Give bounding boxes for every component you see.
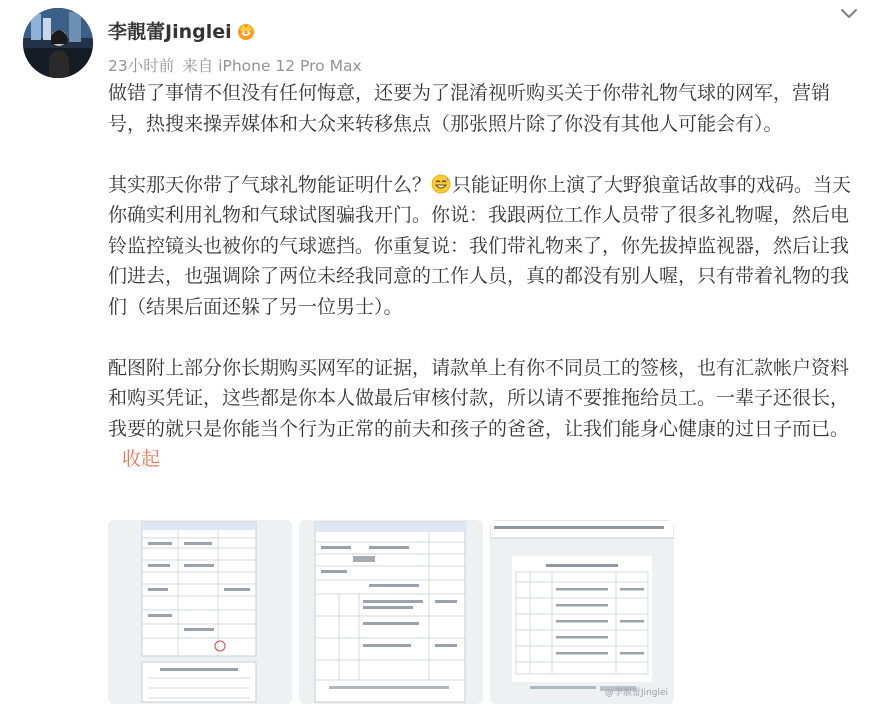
post-content [108,78,860,475]
username-text[interactable]: 李靚蕾Jinglei [108,21,232,43]
post-paragraph-body: 只能证明你上演了大野狼童话故事的戏码。当天你确实利用礼物和气球试图骗我开门。你说：我跟两位工作人员带了很多礼物喔，然后电铃监控镜头也被你的气球遮挡。你重复说：我们带礼物来了，你先拔掉监视器，然后让我们进去，也强调除了两位未经我同意的工作人员，真的都没有别人喔，只有带着礼物的我们（结果后面还躲了另一位男士）。 [108,173,852,318]
image-watermark: @李靚蕾Jinglei [604,688,668,698]
image-gallery [108,520,674,704]
post-meta [108,54,362,76]
post-paragraph [108,353,860,475]
post-source[interactable]: 来自 iPhone 12 Pro Max [182,57,362,75]
post-paragraph-body: 配图附上部分你长期购买网军的证据，请款单上有你不同员工的签核，也有汇款帐户资料和购买凭证，这些都是你本人做最后审核付款，所以请不要推拖给员工。一辈子还很长，我要的就只是你能当个行为正常的前夫和孩子的爸爸，让我们能身心健康的过日子而已。 [108,356,850,440]
image-thumbnail[interactable] [299,520,483,704]
avatar[interactable] [23,8,93,78]
post-paragraph: 做错了事情不但没有任何悔意，还要为了混淆视听购买关于你带礼物气球的网军，营销号，热搜来操弄媒体和大众来转移焦点（那张照片除了你没有其他人可能会有）。 [108,82,831,135]
post-time[interactable]: 23小时前 [108,57,175,75]
sweat-smile-emoji-icon [431,173,451,193]
collapse-link[interactable]: 收起 [122,448,161,470]
chevron-down-icon[interactable] [839,6,859,20]
username[interactable] [108,17,256,44]
image-thumbnail[interactable] [490,520,674,704]
vip-crown-icon[interactable] [236,21,256,41]
post-paragraph-lead: 其实那天你带了气球礼物能证明什么？ [108,173,432,196]
post-paragraph [108,170,860,323]
image-thumbnail[interactable] [108,520,292,704]
